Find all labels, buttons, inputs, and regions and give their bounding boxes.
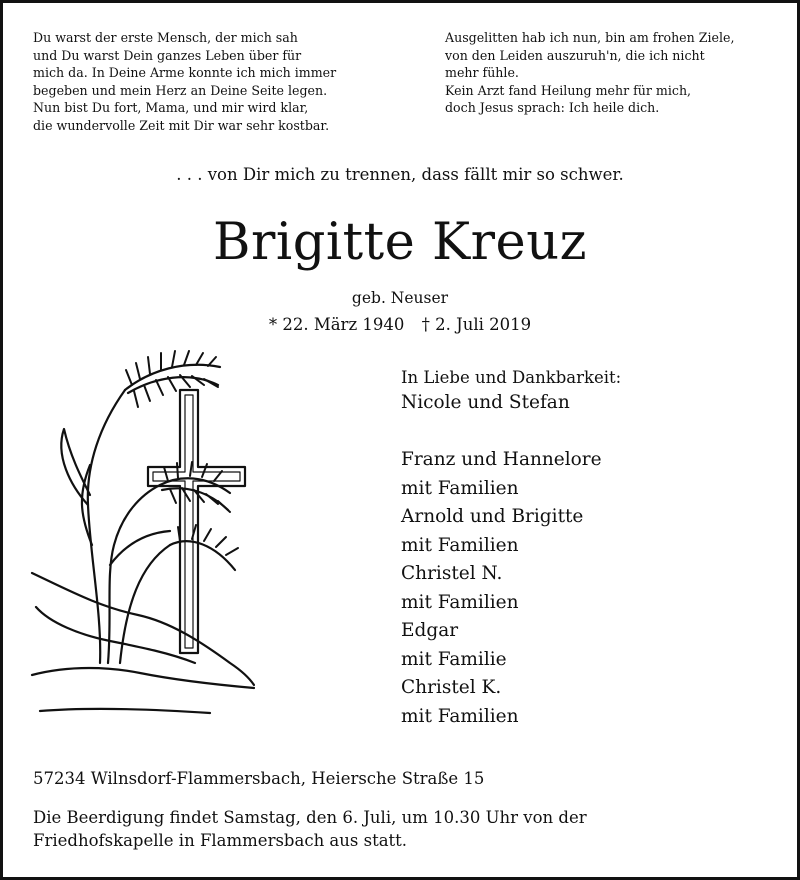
poem-line: die wundervolle Zeit mit Dir war sehr kostbar. [33, 117, 330, 133]
poem-line: mehr fühle. [445, 65, 519, 81]
poem-line: begeben und mein Herz an Deine Seite legen. [33, 82, 328, 98]
cross-inner-line [153, 395, 240, 648]
family-entry [401, 446, 781, 503]
wheat-leaf [61, 429, 90, 505]
family-suffix: mit Familien [401, 591, 519, 613]
wheat-leaf [110, 531, 170, 565]
mourners-children: Nicole und Stefan [401, 392, 570, 413]
family-suffix: mit Familien [401, 705, 519, 727]
family-entry [401, 560, 781, 617]
poem-line: und Du warst Dein ganzes Leben über für [33, 47, 302, 63]
cross-wheat-illustration [30, 345, 255, 720]
deceased-name: Brigitte Kreuz [213, 213, 587, 272]
poem-right [445, 29, 785, 117]
family-name: Franz und Hannelore [401, 449, 602, 470]
poem-line: Nun bist Du fort, Mama, und mir wird klar, [33, 100, 309, 116]
family-entry [401, 503, 781, 560]
mourners-block [401, 367, 781, 731]
poem-line: von den Leiden auszuruh'n, die ich nicht [445, 47, 705, 63]
birth-date: * 22. März 1940 [268, 315, 405, 334]
funeral-line: Friedhofskapelle in Flammersbach aus statt. [33, 831, 408, 850]
mourners-intro: In Liebe und Dankbarkeit: [401, 368, 622, 387]
poem-left [33, 29, 413, 135]
hill-line [32, 668, 254, 688]
poem-line: Ausgelitten hab ich nun, bin am frohen Ziele, [445, 30, 735, 45]
poem-line: mich da. In Deine Arme konnte ich mich immer [33, 65, 337, 81]
funeral-line: Die Beerdigung findet Samstag, den 6. Juli, um 10.30 Uhr von der [33, 808, 587, 827]
hill-line [36, 607, 195, 663]
poem-line: Du warst der erste Mensch, der mich sah [33, 30, 298, 45]
family-suffix: mit Familien [401, 477, 519, 499]
family-name: Edgar [401, 620, 459, 641]
wheat-stalk [88, 390, 125, 663]
address: 57234 Wilnsdorf-Flammersbach, Heiersche Straße 15 [33, 769, 485, 788]
motto: . . . von Dir mich zu trennen, dass fällt mir so schwer. [176, 165, 624, 184]
family-entry [401, 674, 781, 731]
funeral-info [33, 806, 773, 852]
poem-line: Kein Arzt fand Heilung mehr für mich, [445, 82, 692, 98]
birth-name: geb. Neuser [351, 289, 449, 307]
hill-line [40, 709, 210, 713]
family-suffix: mit Familien [401, 534, 519, 556]
wheat-stalk [108, 485, 160, 663]
life-dates [0, 315, 800, 334]
family-name: Arnold und Brigitte [401, 506, 584, 527]
family-name: Christel K. [401, 677, 502, 698]
cross-shape [148, 390, 245, 653]
family-suffix: mit Familie [401, 648, 507, 670]
family-entry [401, 617, 781, 674]
family-name: Christel N. [401, 563, 503, 584]
death-date: † 2. Juli 2019 [421, 315, 532, 334]
poem-line: doch Jesus sprach: Ich heile dich. [445, 100, 660, 116]
